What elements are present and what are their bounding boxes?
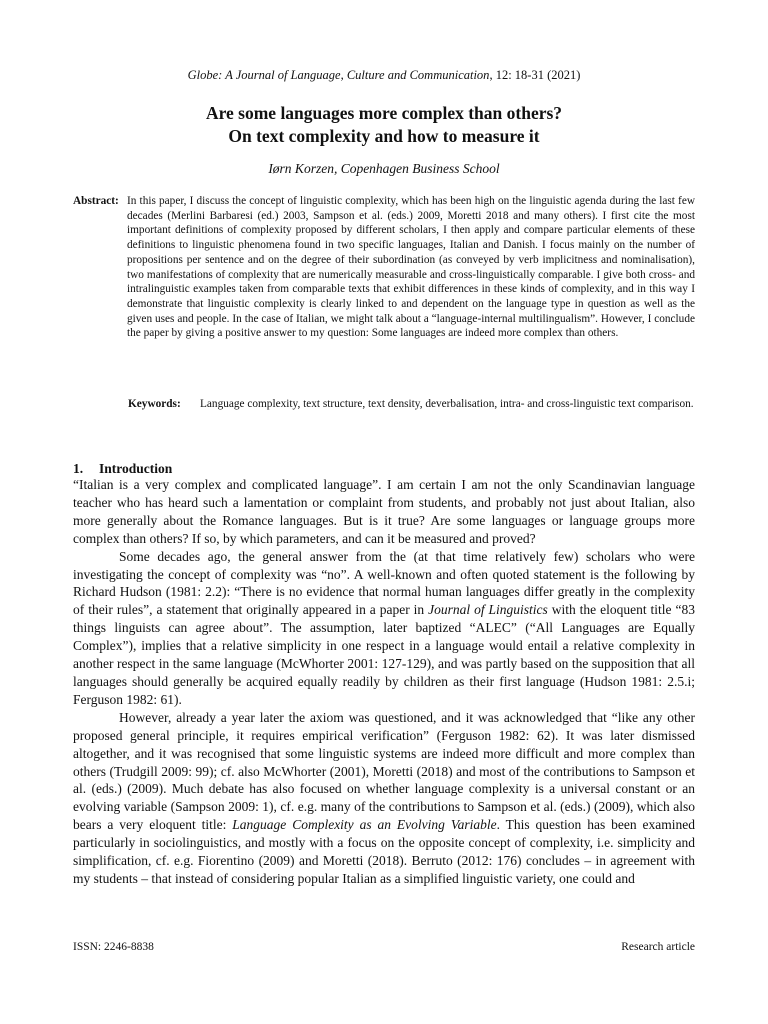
body-paragraph-2-part-a: Some decades ago, the general answer from the (at that time relatively few) scholars who were investigating the concept of complexity was “no”. A well-known and often quoted statement is the following by Richard Hudson (1981: 2.2): “There is no evidence that normal human languages differ greatly in the complexity of their rules”, a statement that originally appeared in a paper in bbox=[73, 548, 695, 618]
body-paragraph-3 bbox=[73, 709, 695, 888]
paper-title bbox=[0, 102, 768, 148]
body-paragraph-2 bbox=[73, 548, 695, 709]
abstract-block bbox=[73, 194, 695, 341]
body-paragraph-3-part-a: However, already a year later the axiom was questioned, and it was acknowledged that “like any other proposed general principle, it requires empirical verification” (Ferguson 1982: 62). It was later dismissed altogether, and it was recognised that some linguistic systems are indeed more difficult and more complex than others (Trudgill 2009: 99); cf. also McWhorter (2001), Moretti (2018) and most of the contributions to Sampson et al. (eds.) (2009). Much debate has also focused on whether language complexity is a universal constant or an evolving variable (Sampson 2009: 1), cf. e.g. many of the contributions to Sampson et al. (eds.) (2009), which also bears a very eloquent title: bbox=[73, 709, 695, 833]
keywords-text: Language complexity, text structure, text density, deverbalisation, intra- and cross-linguistic text comparison. bbox=[200, 398, 694, 410]
keywords-colon: : bbox=[176, 398, 181, 410]
journal-issue: , 12: 18-31 (2021) bbox=[489, 68, 581, 82]
body-paragraph-3-part-b: . This question has been examined particularly in sociolinguistics, and mostly with a focus on the opposite concept of complexity, i.e. simplicity and simplification, cf. e.g. Fiorentino (2009) and Moretti (2018). Berruto (2012: 176) concludes – in agreement with my students – that instead of considering popular Italian as a simplified linguistic variety, one could and bbox=[73, 817, 695, 886]
footer-issn: ISSN: 2246-8838 bbox=[73, 941, 154, 953]
body-text bbox=[73, 476, 695, 888]
keywords-block bbox=[128, 397, 695, 412]
journal-citation: Journal of Linguistics bbox=[428, 602, 548, 618]
book-citation: Language Complexity as an Evolving Variable bbox=[232, 817, 497, 833]
footer-article-type: Research article bbox=[621, 941, 695, 953]
abstract-text: In this paper, I discuss the concept of linguistic complexity, which has been high on the linguistic agenda during the last few decades (Merlini Barbaresi (ed.) 2003, Sampson et al. (eds.) 2009, Moretti 2018 and many others). I first cite the most important definitions of complexity proposed by different scholars, I then apply and compare particular elements of these definitions to linguistic phenomena found in two specific languages, Italian and Danish. I focus mainly on the number of propositions per sentence and on the degree of their subordination (as conveyed by verb implicitness and nominalisation), two manifestations of complexity that are numerically measurable and cross-linguistically comparable. I give both cross- and intralinguistic examples taken from comparable texts that exhibit differences in these kinds of complexity, and in this way I demonstrate that linguistic complexity is clearly linked to and dependent on the language type in question as well as the given uses and people. In the case of Italian, we might talk about a “language-internal multilingualism”. However, I conclude the paper by giving a positive answer to my question: Some languages are indeed more complex than others. bbox=[127, 195, 695, 340]
body-paragraph-2-part-b: with the eloquent title “83 things linguists can agree about”. The assumption, later baptized “ALEC” (“All Languages are Equally Complex”), implies that a relative simplicity in one respect in a language would entail a relative complexity in another respect in the same language (McWhorter 2001: 127-129), and was partly based on the supposition that all languages should generally be acquired equally readily by children as their first language (Hudson 1981: 2.5.i; Ferguson 1982: 61). bbox=[73, 602, 695, 707]
journal-name: Globe: A Journal of Language, Culture and Communication bbox=[187, 68, 490, 82]
section-number: 1. bbox=[73, 461, 84, 476]
title-line-1: Are some languages more complex than others? bbox=[205, 103, 563, 123]
author-line: Iørn Korzen, Copenhagen Business School bbox=[268, 161, 500, 176]
body-paragraph-1: “Italian is a very complex and complicated language”. I am certain I am not the only Scandinavian language teacher who has heard such a lamentation or complaint from students, and probably not just about Italian, also more generally about the Romance languages. But is it true? Are some languages or language groups more complex than others? If so, by which parameters, and can it be measured and proved? bbox=[73, 477, 695, 546]
section-heading bbox=[73, 461, 172, 477]
abstract-label: Abstract: bbox=[73, 195, 119, 207]
keywords-label bbox=[128, 397, 181, 412]
section-title: Introduction bbox=[99, 461, 173, 476]
keywords-label-text: Keywords bbox=[128, 398, 177, 410]
title-line-2: On text complexity and how to measure it bbox=[228, 126, 540, 146]
journal-header bbox=[0, 68, 768, 83]
